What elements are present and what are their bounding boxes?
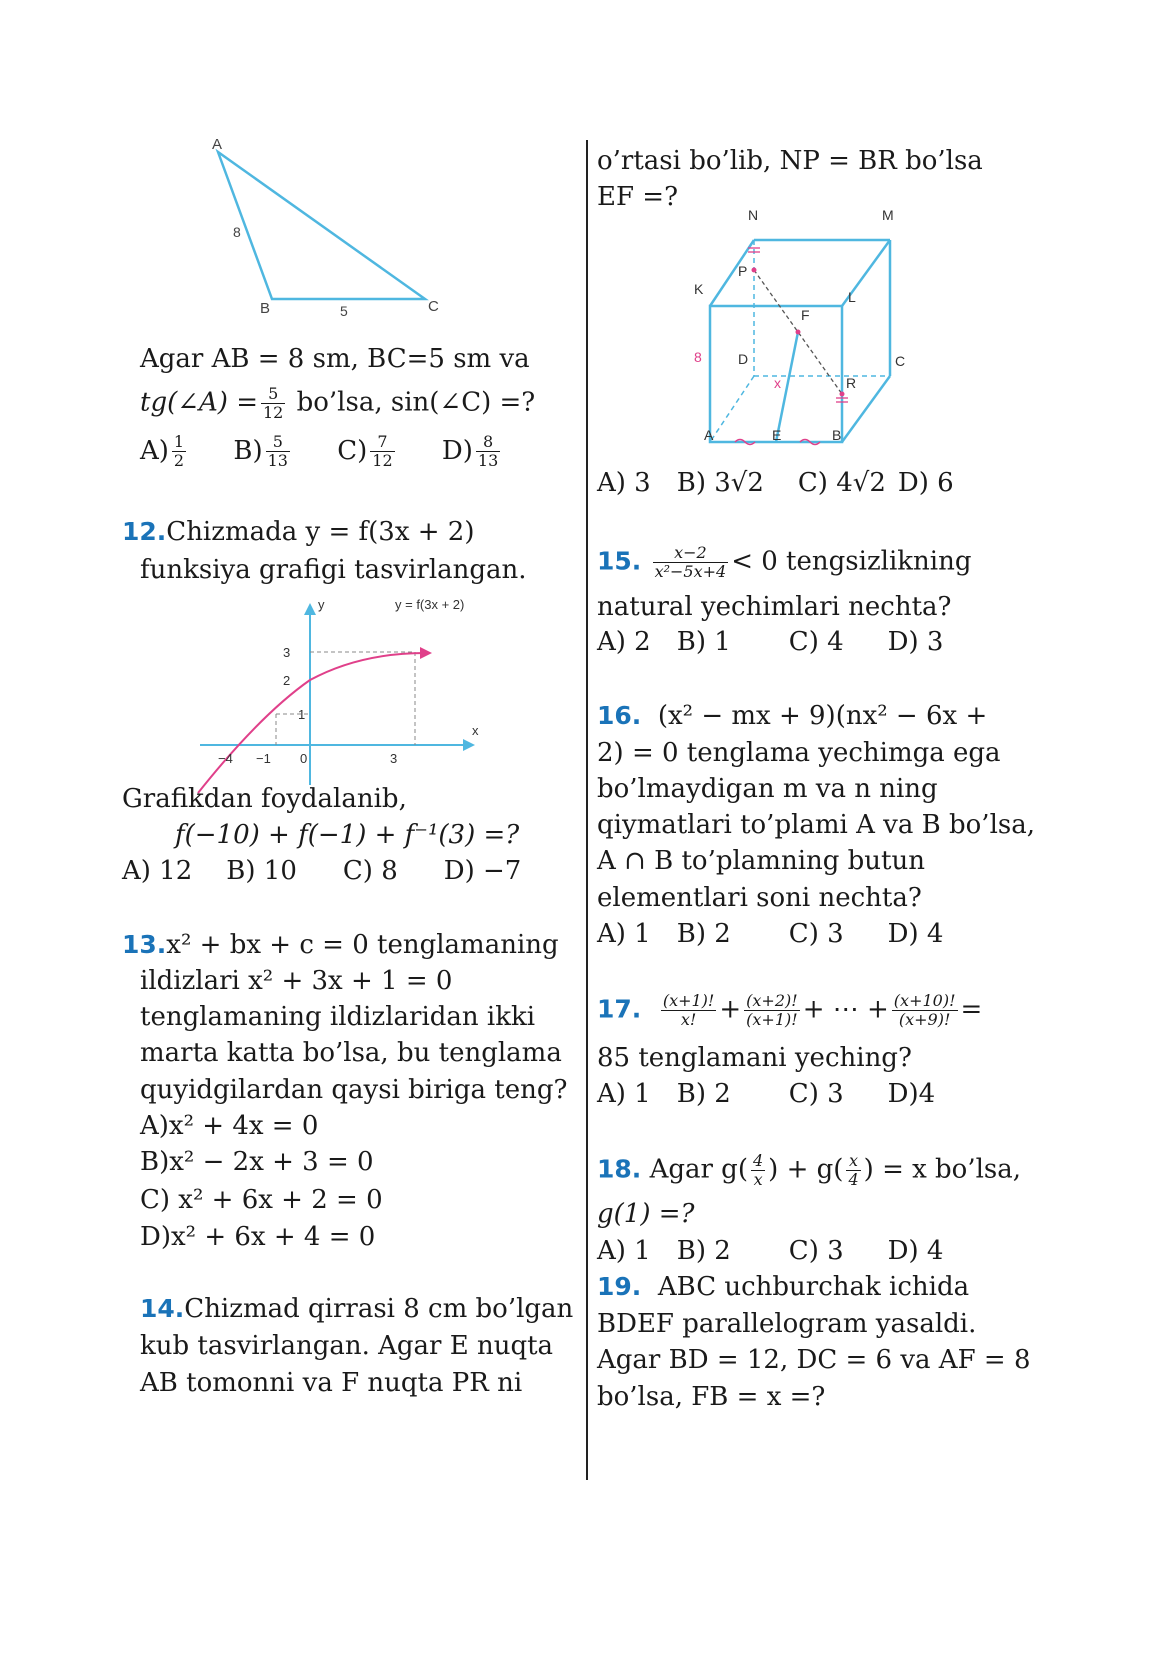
q19-line1: 19. ABC uchburchak ichida: [597, 1272, 970, 1302]
q19-line4: bo’lsa, FB = x =?: [597, 1382, 826, 1412]
point-c-label: C: [895, 353, 906, 369]
q13-line1: 13.x² + bx + c = 0 tenglamaning: [122, 930, 559, 960]
q14-options: A) 3 B) 3√2 C) 4√2 D) 6: [597, 468, 954, 498]
triangle-figure: [200, 135, 480, 335]
q17-line1: 17. $\frac{(x+1)!}{x!}$ + $\frac{(x+2)!}{(x+1)!}$ + ⋯ + $\frac{(x+10)!}{(x+9)!}$ =: [597, 991, 983, 1029]
q15-options: A) 2 B) 1 C) 4 D) 3: [597, 627, 944, 657]
side-bc-label: 5: [340, 303, 348, 319]
q13-line4: marta katta bo’lsa, bu tenglama: [140, 1038, 562, 1068]
q13-option-d: D)x² + 6x + 4 = 0: [140, 1222, 376, 1252]
q11-options: [140, 433, 503, 470]
side-ab-label: 8: [233, 224, 241, 240]
point-e-label: E: [772, 427, 782, 443]
point-p-label: P: [738, 263, 748, 279]
q14-line5: EF =?: [597, 182, 679, 212]
q14-line2: kub tasvirlangan. Agar E nuqta: [140, 1331, 554, 1361]
q15-line2: natural yechimlari nechta?: [597, 592, 952, 622]
q16-line1: 16. (x² − mx + 9)(nx² − 6x +: [597, 701, 988, 731]
x-axis-label: x: [472, 723, 479, 738]
q11-line1: Agar AB = 8 sm, BC=5 sm va: [140, 344, 530, 374]
point-f-label: F: [801, 307, 810, 323]
vertex-a-label: A: [212, 136, 223, 153]
q13-line2: ildizlari x² + 3x + 1 = 0: [140, 966, 453, 996]
q12-line3: Grafikdan foydalanib,: [122, 784, 407, 814]
vertex-b-label: B: [260, 300, 271, 317]
q16-line4: qiymatlari to’plami A va B bo’lsa,: [597, 810, 1035, 840]
x-tick: −1: [256, 751, 271, 766]
q19-line3: Agar BD = 12, DC = 6 va AF = 8: [597, 1345, 1031, 1375]
q11-option-b: B) $\frac{5}{13}$: [233, 432, 288, 470]
q16-line2: 2) = 0 tenglama yechimga ega: [597, 738, 1001, 768]
point-n-label: N: [748, 210, 759, 223]
y-tick: 3: [283, 645, 291, 660]
q15-line1: 15. $\frac{x-2}{\text{x²−5x+4}}$ < 0 tengsizlikning: [597, 543, 972, 581]
y-tick: 2: [283, 673, 291, 688]
q12-line4: f(−10) + f(−1) + f⁻¹(3) =?: [175, 820, 520, 850]
q19-line2: BDEF parallelogram yasaldi.: [597, 1309, 977, 1339]
q14-line4: o’rtasi bo’lib, NP = BR bo’lsa: [597, 146, 983, 176]
q12-options: A) 12 B) 10 C) 8 D) −7: [122, 856, 522, 886]
q13-option-a: A)x² + 4x = 0: [140, 1111, 319, 1141]
q11-option-a: A) $\frac{1}{2}$: [140, 432, 185, 470]
q16-options: A) 1 B) 2 C) 3 D) 4: [597, 919, 944, 949]
point-m-label: M: [882, 210, 894, 223]
q13-option-b: B)x² − 2x + 3 = 0: [140, 1147, 374, 1177]
q11-line2: tg(∠A) = $\frac{5}{12}$ bo’lsa, sin(∠C) =?: [140, 384, 536, 422]
q18-line2: g(1) =?: [597, 1199, 695, 1229]
q16-line6: elementlari soni nechta?: [597, 883, 922, 913]
vertex-c-label: C: [428, 298, 439, 315]
q18-options: A) 1 B) 2 C) 3 D) 4: [597, 1236, 944, 1266]
q18-line1: 18. Agar g( $\frac{4}{x}$ ) + g( $\frac{x}{4}$ ) = x bo’lsa,: [597, 1151, 1022, 1189]
q13-line3: tenglamaning ildizlaridan ikki: [140, 1002, 536, 1032]
q14-line1: 14.Chizmad qirrasi 8 cm bo’lgan: [140, 1294, 574, 1324]
point-r-label: R: [846, 375, 857, 391]
q17-line2: 85 tenglamani yeching?: [597, 1043, 912, 1073]
point-k-label: K: [694, 281, 704, 297]
point-b-label: B: [832, 427, 842, 443]
q12-line1: 12.Chizmada y = f(3x + 2): [122, 517, 475, 547]
edge-length-label: 8: [694, 349, 702, 365]
q12-line2: funksiya grafigi tasvirlangan.: [140, 555, 527, 585]
y-axis-label: y: [318, 597, 325, 612]
point-l-label: L: [848, 289, 856, 305]
function-graph: [190, 595, 490, 795]
q11-option-d: D) $\frac{8}{13}$: [441, 432, 499, 470]
x-tick: 3: [390, 751, 398, 766]
q16-line3: bo’lmaydigan m va n ning: [597, 774, 938, 804]
q11-option-c: C) $\frac{7}{12}$: [337, 432, 393, 470]
point-a-label: A: [704, 427, 714, 443]
x-tick: −4: [218, 751, 233, 766]
y-tick: 1: [298, 707, 306, 722]
q13-option-c: C) x² + 6x + 2 = 0: [140, 1185, 383, 1215]
cube-figure: [680, 210, 920, 470]
q14-line3: AB tomonni va F nuqta PR ni: [140, 1368, 523, 1398]
q17-options: A) 1 B) 2 C) 3 D)4: [597, 1079, 936, 1109]
point-d-label: D: [738, 351, 749, 367]
x-tick: 0: [300, 751, 308, 766]
curve-label: y = f(3x + 2): [395, 597, 465, 612]
q16-line5: A ∩ B to’plamning butun: [597, 846, 925, 876]
q13-line5: quyidgilardan qaysi biriga teng?: [140, 1075, 568, 1105]
column-divider: [586, 140, 588, 1480]
segment-x-label: x: [774, 375, 781, 391]
